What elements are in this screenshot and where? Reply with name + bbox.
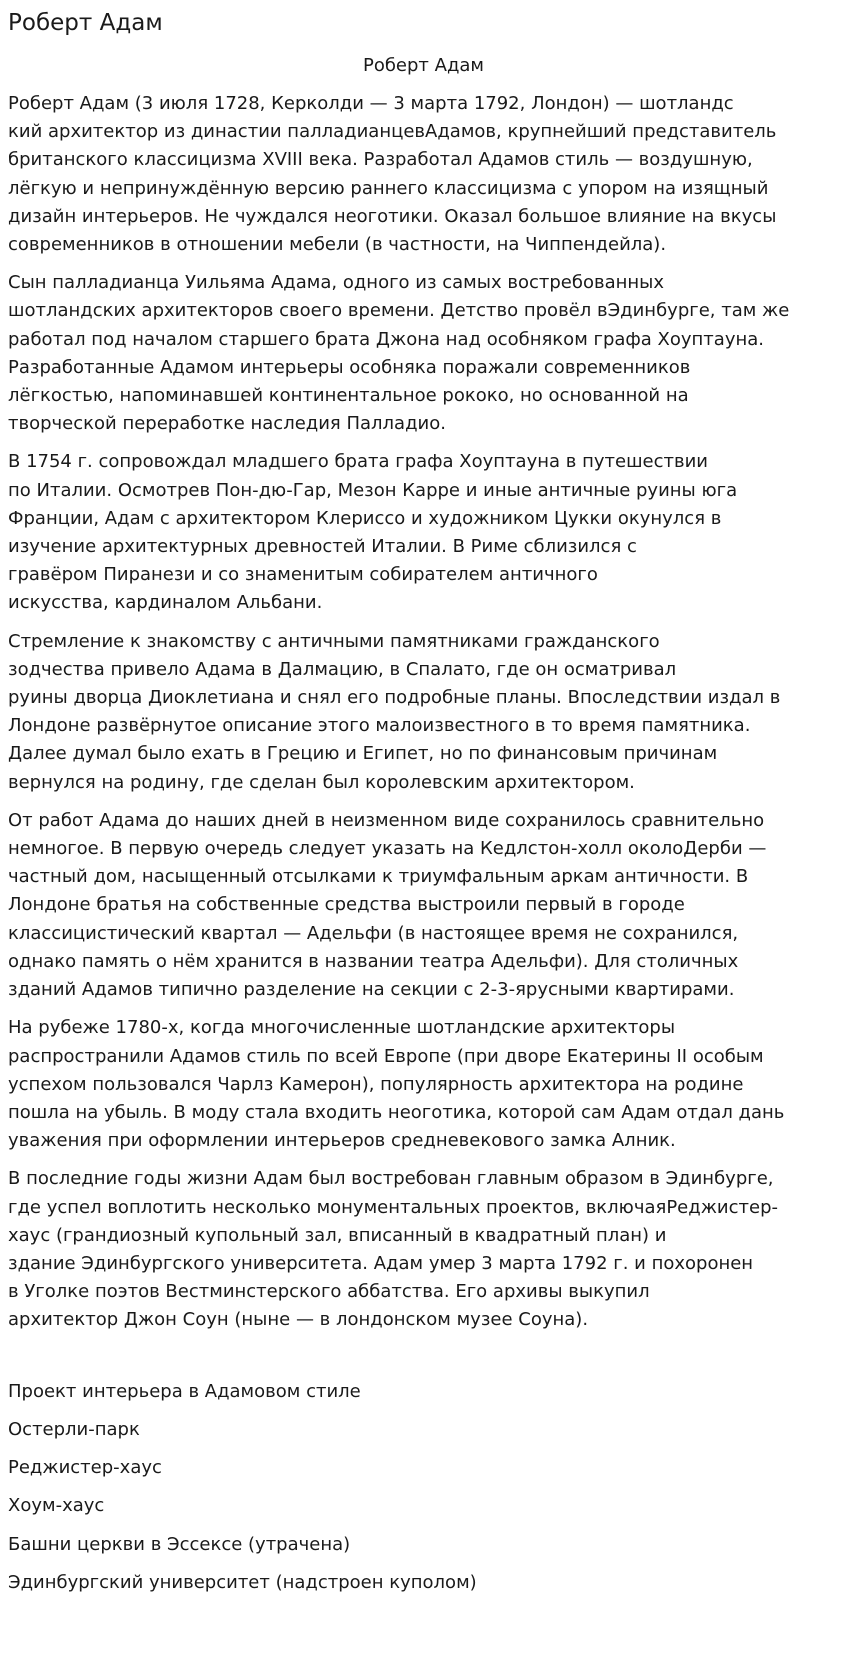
- caption-item: Реджистер-хаус: [8, 1457, 162, 1479]
- article-body: [8, 90, 839, 1335]
- paragraph-works: От работ Адама до наших дней в неизменном виде сохранилось сравнительно немногое. В первую очередь следует указать на Кедлстон-холл околоДерби — частный дом, насыщенный отсылками к триумфальным аркам античности. В Лондоне братья на собственные средства выстроили первый в городе классицистический квартал — Адельфи (в настоящее время не сохранился, однако память о нём хранится в названии театра Адельфи). Для столичных зданий Адамов типично разделение на секции с 2-3-ярусными квартирами.: [8, 809, 767, 1001]
- article-subtitle: Роберт Адам: [362, 55, 485, 76]
- caption-item: Хоум-хаус: [8, 1495, 105, 1517]
- caption-item: Остерли-парк: [8, 1418, 140, 1440]
- image-captions: [8, 1380, 839, 1595]
- paragraph-intro: Роберт Адам (3 июля 1728, Керколди — 3 марта 1792, Лондон) — шотландс кий архитектор из династии палладианцевАдамов, крупнейший представитель британского классицизма XVIII века. Разработал Адамов стиль — воздушную, лёгкую и непринуждённую версию раннего классицизма с упором на изящный дизайн интерьеров. Не чуждался неоготики. Оказал большое влияние на вкусы современников в отношении мебели (в частности, на Чиппендейла).: [8, 93, 777, 256]
- paragraph-early-life: Сын палладианца Уильяма Адама, одного из самых востребованных шотландских архитекторов своего времени. Детство провёл вЭдинбурге, там же работал под началом старшего брата Джона над особняком графа Хоуптауна. Разработанные Адамом интерьеры особняка поражали современников лёгкостью, напоминавшей континентальное рококо, но основанной на творческой переработке наследия Палладио.: [8, 272, 790, 435]
- paragraph-last-years: В последние годы жизни Адам был востребован главным образом в Эдинбурге, где успел воплотить несколько монументальных проектов, включаяРеджистер- хаус (грандиозный купольный зал, вписанный в квадратный план) и здание Эдинбургского университета. Адам умер 3 марта 1792 г. и похоронен в Уголке поэтов Вестминстерского аббатства. Его архивы выкупил архитектор Джон Соун (ныне — в лондонском музее Соуна).: [8, 1168, 778, 1331]
- caption-item: Эдинбургский университет (надстроен куполом): [8, 1572, 477, 1594]
- caption-item: Башни церкви в Эссексе (утрачена): [8, 1533, 351, 1555]
- caption-item: Проект интерьера в Адамовом стиле: [8, 1380, 361, 1402]
- page-title: Роберт Адам: [8, 10, 163, 36]
- paragraph-decline: На рубеже 1780-х, когда многочисленные шотландские архитекторы распространили Адамов стиль по всей Европе (при дворе Екатерины II особым успехом пользовался Чарлз Камерон), популярность архитектора на родине пошла на убыль. В моду стала входить неоготика, которой сам Адам отдал дань уважения при оформлении интерьеров средневекового замка Алник.: [8, 1017, 785, 1152]
- paragraph-dalmatia: Стремление к знакомству с античными памятниками гражданского зодчества привело Адама в Далмацию, в Спалато, где он осматривал руины дворца Диоклетиана и снял его подробные планы. Впоследствии издал в Лондоне развёрнутое описание этого малоизвестного в то время памятника. Далее думал было ехать в Грецию и Египет, но по финансовым причинам вернулся на родину, где сделан был королевским архитектором.: [8, 630, 781, 793]
- paragraph-italy-travel: В 1754 г. сопровождал младшего брата графа Хоуптауна в путешествии по Италии. Осмотрев Пон-дю-Гар, Мезон Карре и иные античные руины юга Франции, Адам с архитектором Клериссо и художником Цукки окунулся в изучение архитектурных древностей Италии. В Риме сблизился с гравёром Пиранези и со знаменитым собирателем античного искусства, кардиналом Альбани.: [8, 451, 738, 614]
